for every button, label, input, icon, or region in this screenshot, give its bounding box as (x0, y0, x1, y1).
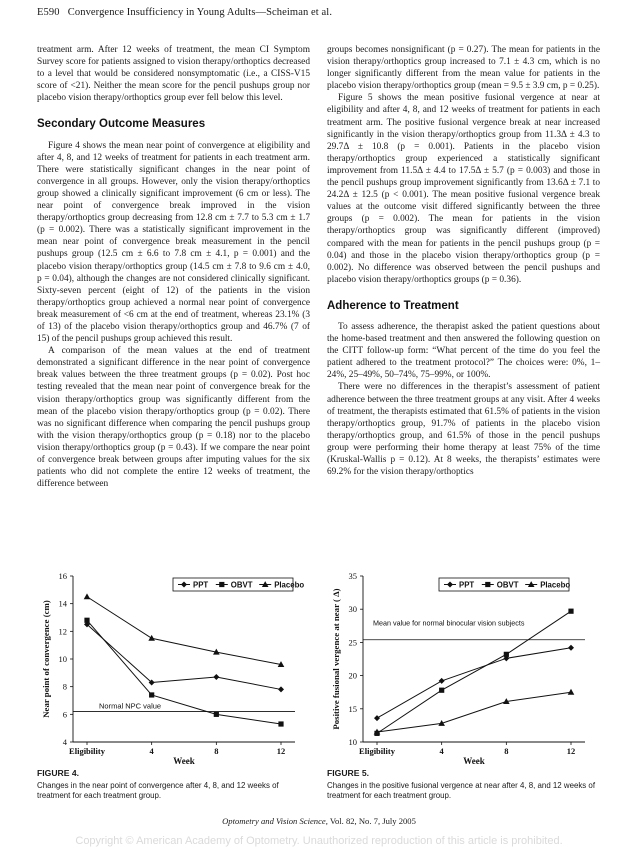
legend-label: Placebo (540, 580, 571, 590)
series-placebo (84, 593, 285, 667)
reference-line-label: Normal NPC value (99, 701, 162, 711)
figure-4-caption: Changes in the near point of convergence after 4, 8, and 12 weeks of treatment for each treatment group. (37, 781, 279, 801)
running-header (37, 7, 332, 18)
y-tick-label: 35 (348, 571, 357, 581)
figure-5 (327, 568, 603, 801)
running-title: Convergence Insufficiency in Young Adults—Scheiman et al. (67, 7, 333, 18)
data-point (568, 645, 574, 651)
journal-name: Optometry and Vision Science (222, 816, 326, 826)
y-axis-label: Positive fusional vergence at near ( Δ) (331, 588, 341, 730)
data-point (148, 635, 155, 641)
x-tick-label: Eligibility (69, 746, 105, 756)
legend-label: OBVT (496, 580, 519, 590)
left-column (37, 44, 310, 490)
y-tick-label: 8 (62, 681, 67, 692)
y-tick-label: 10 (58, 654, 67, 664)
x-tick-label: 8 (504, 746, 509, 756)
data-point (149, 692, 154, 697)
legend-label: Placebo (274, 580, 305, 590)
reference-line-label: Mean value for normal binocular vision subjects (373, 618, 525, 628)
y-tick-label: 4 (62, 737, 67, 747)
data-point (213, 674, 219, 680)
x-tick-label: Eligibility (359, 746, 395, 756)
figure-4-label: FIGURE 4. (37, 768, 80, 778)
data-point (214, 712, 219, 717)
y-tick-label: 25 (348, 637, 357, 648)
x-tick-label: 4 (439, 746, 444, 756)
data-point (504, 652, 509, 657)
figure-4 (37, 568, 313, 801)
x-tick-label: 8 (214, 746, 219, 756)
right-column (327, 44, 600, 478)
series-line (377, 611, 571, 733)
x-tick-label: 12 (276, 746, 286, 756)
series-ppt (374, 645, 574, 721)
paragraph: There were no differences in the therapist’s assessment of patient adherence between the three treatment groups at any visit. After 4 weeks of treatment, the therapists estimated that 61.5% of patients in the vision therapy/orthoptics group, 91.7% of patients in the placebo vision therapy/orthoptics group, and 61.5% of those in the pencil pushups group were performing their home therapy at least 75% of the time (Kruskal-Wallis p = 0.12). At 8 weeks, the therapists’ estimates were 69.2% for the vision therapy/orthoptics (327, 382, 600, 478)
data-point (568, 609, 573, 614)
y-tick-label: 14 (58, 598, 67, 609)
legend-label: OBVT (230, 580, 253, 590)
positive-fusional-vergence-chart (327, 568, 603, 764)
legend-label: PPT (459, 580, 475, 590)
figure-5-label: FIGURE 5. (327, 768, 370, 778)
journal-issue: , Vol. 82, No. 7, July 2005 (325, 816, 416, 826)
y-tick-label: 30 (348, 604, 357, 615)
series-placebo (374, 689, 575, 735)
y-axis-label: Near point of convergence (cm) (41, 600, 51, 718)
data-point (84, 593, 91, 599)
journal-footer (0, 816, 638, 826)
series-ppt (84, 621, 284, 692)
paragraph: A comparison of the mean values at the end of treatment demonstrated a significant difference in the near point of convergence break values between the three treatment groups (p = 0.02). Post hoc testing revealed that the mean near point of convergence break for the vision therapy/orthoptics group was significantly different from the mean of the placebo vision therapy/orthoptics group (p = 0.02). There was no significant difference when comparing the pencil pushups group with the vision therapy/orthoptics group (p = 0.18) nor to the placebo vision therapy/orthoptics group (p = 0.43). If we compare the near point of convergence break between groups after imputing values for the six patients who did not complete the entire 12 weeks of treatment, the difference between (37, 346, 310, 490)
data-point (84, 618, 89, 623)
paragraph: Figure 5 shows the mean positive fusional vergence at near at eligibility and after 4, 8, and 12 weeks of treatment for patients in each treatment arm. The positive fusional vergence break at near increased significantly in the vision therapy/orthoptics group from 11.3Δ ± 4.3 to 29.7Δ ± 10.8 (p = 0.001). Patients in the placebo vision therapy/orthoptics group experienced a statistically significant improvement from 11.5Δ ± 4.4 to 17.5Δ ± 5.7 (p = 0.003) and those in the pencil pushups group improvement significantly from 13.6Δ ± 7.1 to 24.2Δ ± 12.5 (p < 0.001). The mean positive fusional vergence break values at the outcome visit differed significantly between the three groups (p = 0.002). The mean for patients in the vision therapy/orthoptics group was significantly different (improved) compared with the mean for patients in the pencil pushups group (p = 0.04) and those in the placebo vision therapy/orthoptics group (p = 0.002). No difference was observed between the pencil pushups and placebo vision therapy/orthoptics groups (p = 0.36). (327, 93, 600, 285)
legend-marker (219, 582, 224, 587)
data-point (568, 689, 575, 695)
y-tick-label: 12 (58, 626, 67, 637)
series-line (377, 692, 571, 732)
x-axis-label: Week (173, 756, 195, 764)
x-tick-label: 4 (149, 746, 154, 756)
legend-label: PPT (193, 580, 209, 590)
data-point (278, 686, 284, 692)
data-point (439, 688, 444, 693)
paragraph: Figure 4 shows the mean near point of convergence at eligibility and after 4, 8, and 12 weeks of treatment for patients in each treatment arm. There were statistically significant changes in the near point of convergence in all groups. However, only the vision therapy/orthoptics group showed a clinically significant improvement (6 cm or less). The near point of convergence break improved in the vision therapy/orthoptics group decreasing from 12.8 cm ± 7.7 to 5.3 cm ± 1.7 (p = 0.002). There was a statistically significant improvement in the mean near point of convergence break measurement in the pencil pushups group (12.5 cm ± 6.6 to 7.8 cm ± 4.1, p = 0.001) and the placebo vision therapy/orthoptics group (14.5 cm ± 7.8 to 9.6 cm ± 4.0, p = 0.04), although the changes are not considered clinically significant. Sixty-seven percent (eight of 12) of the patients in the vision therapy/orthoptics group achieved a normal near point of convergence break measurement of <6 cm at the end of treatment, whereas 23.1% (3 of 13) of the placebo vision therapy/orthoptics group and 46.7% (7 of 15) of the pencil pushups group achieved this result. (37, 140, 310, 345)
near-point-convergence-chart (37, 568, 313, 764)
y-tick-label: 16 (58, 571, 67, 581)
figure-5-caption: Changes in the positive fusional vergence at near after 4, 8, and 12 weeks of treatment for each treatment group. (327, 781, 596, 801)
legend-marker (485, 582, 490, 587)
y-tick-label: 10 (348, 737, 357, 747)
section-heading-adherence: Adherence to Treatment (327, 299, 459, 312)
y-tick-label: 6 (62, 709, 67, 720)
series-line (377, 648, 571, 718)
x-tick-label: 12 (566, 746, 576, 756)
page-number: E590 (37, 7, 60, 18)
data-point (439, 678, 445, 684)
y-tick-label: 20 (348, 670, 357, 681)
paragraph: treatment arm. After 12 weeks of treatment, the mean CI Symptom Survey score for patients assigned to vision therapy/orthoptics decreased to a level that would be considered nonsymptomatic (i.e., a CISS-V15 score of <21). Neither the mean score for the pencil pushups group nor placebo vision therapy/orthoptics group ever fell below this level. (37, 45, 310, 104)
x-axis-label: Week (463, 756, 485, 764)
data-point (278, 721, 283, 726)
data-point (374, 715, 380, 721)
y-tick-label: 15 (348, 703, 357, 714)
section-heading-secondary-outcomes: Secondary Outcome Measures (37, 118, 206, 131)
copyright-watermark: Copyright © American Academy of Optometry. Unauthorized reproduction of this article is prohibited. (75, 835, 563, 847)
paragraph: groups becomes nonsignificant (p = 0.27). The mean for patients in the vision therapy/orthoptics group increased to 7.1 ± 4.3 cm, which is no longer significantly different from the mean value for patients in the placebo vision therapy/orthoptics group (mean = 9.5 ± 3.9 cm, p = 0.25). (327, 45, 600, 92)
paragraph: To assess adherence, the therapist asked the patient questions about the home-based treatment and then answered the following question on the CITT follow-up form: “What percent of the time do you feel the patient adhered to the treatment protocol?” The choices were: 0%, 1–24%, 25–49%, 50–74%, 75–99%, or 100%. (327, 321, 600, 381)
series-line (87, 624, 281, 689)
